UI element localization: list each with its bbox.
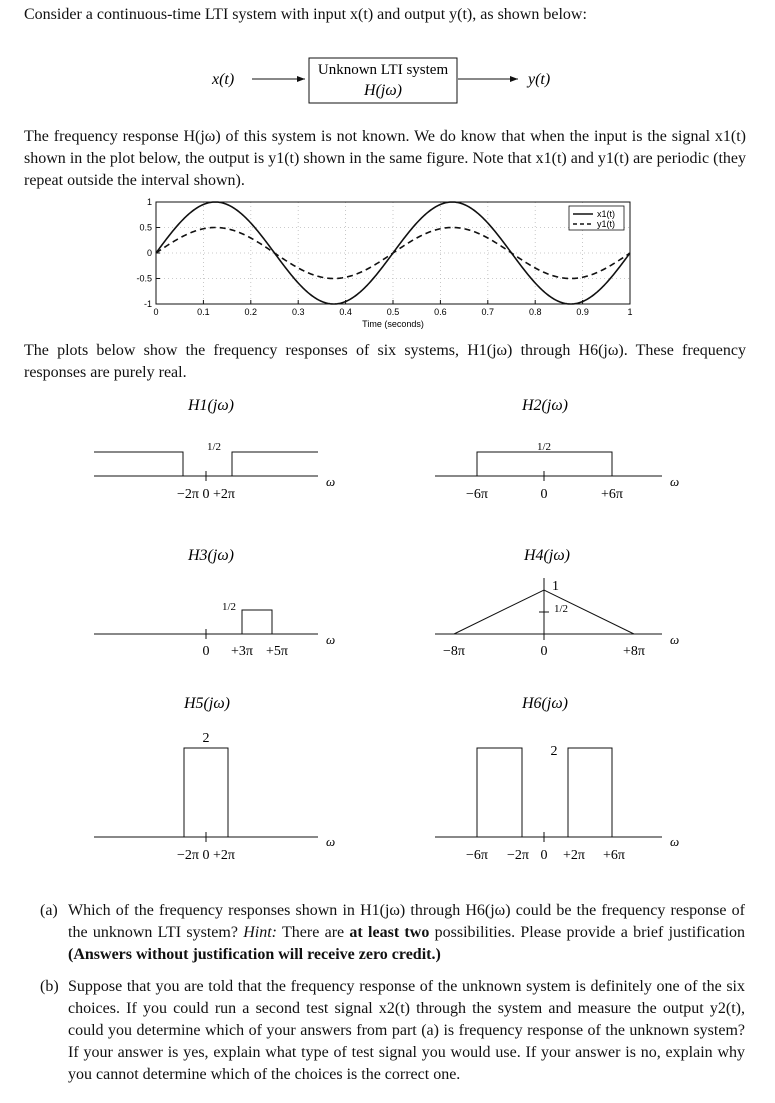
legend-label: x1(t) [597, 209, 615, 219]
h3-tick-3pi: +3π [231, 644, 253, 659]
question-b [40, 976, 745, 1086]
h4-peak: 1 [552, 579, 559, 594]
h6-tick-zero: 0 [540, 848, 548, 863]
h2-plot [435, 397, 679, 502]
h2-tick-zero: 0 [540, 487, 548, 502]
y-tick-label: -1 [143, 299, 152, 309]
signal-plot [120, 194, 640, 334]
h2-omega: ω [670, 474, 680, 489]
h5-title: H5(jω) [184, 695, 230, 712]
problem-description: The frequency response H(jω) of this system is not known. We do know that when the input is the signal x1(t) shown in the plot below, the output is y1(t) shown in the same figure. Note that x1(t) and y1(t) are periodic (they repeat outside the interval shown). [24, 128, 746, 189]
h6-plot [435, 695, 679, 863]
h6-curve-left [477, 748, 522, 837]
question-b-label: (b) [40, 978, 59, 995]
h3-tick-5pi: +5π [266, 644, 288, 659]
question-a [40, 900, 745, 966]
output-arrowhead [510, 76, 518, 82]
h4-tick-left: −8π [443, 644, 465, 659]
question-a-bold1: at least two [349, 924, 430, 941]
question-b-text: Suppose that you are told that the frequency response of the unknown system is definitely one of the six choices. If you could run a second test signal x2(t) through the system and measure the output y2(t), could you determine which of your answers from part (a) is frequency response of the unknown system? If your answer is yes, explain what type of test signal you would use. If your answer is no, explain why you cannot determine which of the choices is the correct one. [68, 978, 745, 1083]
x-tick-label: 0 [153, 307, 159, 317]
output-label: y(t) [528, 71, 551, 88]
h2-title: H2(jω) [522, 397, 568, 414]
h6-tick-m2pi: −2π [507, 848, 529, 863]
frequency-responses-svg [0, 390, 775, 880]
h6-value: 2 [550, 744, 558, 759]
question-a-hint: Hint: [243, 924, 277, 941]
h6-omega: ω [670, 834, 680, 849]
y-tick-label: 0.5 [139, 222, 152, 233]
y-tick-label: 1 [146, 197, 152, 207]
x-axis-label: Time (seconds) [362, 319, 424, 329]
h6-title: H6(jω) [522, 695, 568, 712]
h4-tick-zero: 0 [540, 644, 548, 659]
h3-title: H3(jω) [188, 547, 234, 564]
h3-curve [242, 610, 272, 634]
x-tick-label: 1 [627, 307, 633, 317]
h1-omega: ω [326, 474, 336, 489]
h1-ticks: −2π 0 +2π [177, 487, 235, 502]
frequency-responses [0, 390, 775, 880]
h5-curve [184, 748, 228, 837]
question-a-bold2: (Answers without justification will receive zero credit.) [68, 946, 441, 963]
signal-plot-svg [120, 194, 640, 334]
h6-curve-right [568, 748, 612, 837]
x-tick-label: 0.7 [481, 307, 495, 317]
x-tick-label: 0.2 [244, 307, 258, 317]
h3-plot [94, 547, 335, 659]
h5-value: 2 [202, 731, 210, 746]
h2-tick-left: −6π [466, 487, 488, 502]
input-label: x(t) [212, 71, 235, 88]
x-tick-label: 0.1 [197, 307, 210, 317]
h4-plot [435, 547, 679, 659]
x-tick-label: 0.8 [528, 307, 542, 317]
h2-tick-right: +6π [601, 487, 623, 502]
h5-omega: ω [326, 834, 336, 849]
h5-plot [94, 695, 335, 863]
question-a-body [68, 900, 745, 966]
h4-title: H4(jω) [524, 547, 570, 564]
h3-tick-zero: 0 [202, 644, 210, 659]
h4-tick-right: +8π [623, 644, 645, 659]
h3-omega: ω [326, 632, 336, 647]
x-tick-label: 0.4 [339, 307, 352, 317]
h5-ticks: −2π 0 +2π [177, 848, 235, 863]
system-title: Unknown LTI system [317, 62, 449, 78]
question-a-text1: Which of the frequency responses shown in H1(jω) through H6(jω) could be the frequency response of the unknown LTI system? [68, 902, 745, 941]
h2-value: 1/2 [536, 441, 552, 453]
x-tick-label: 0.5 [386, 307, 400, 317]
x-tick-label: 0.3 [291, 307, 305, 317]
system-transfer: H(jω) [364, 82, 402, 99]
h6-tick-m6pi: −6π [466, 848, 488, 863]
intro-text: Consider a continuous-time LTI system with input x(t) and output y(t), as shown below: [24, 6, 587, 23]
h6-tick-p2pi: +2π [563, 848, 585, 863]
input-arrowhead [297, 76, 305, 82]
h1-plot [94, 397, 335, 502]
block-diagram-svg [0, 52, 775, 112]
block-diagram [0, 52, 775, 112]
h1-value: 1/2 [206, 441, 222, 453]
legend-label: y1(t) [597, 219, 615, 229]
responses-description: The plots below show the frequency responses of six systems, H1(jω) through H6(jω). These frequency responses are purely real. [24, 342, 746, 381]
question-a-text3: possibilities. Please provide a brief justification [429, 924, 746, 941]
h4-value: 1/2 [553, 603, 569, 615]
h4-omega: ω [670, 632, 680, 647]
h1-title: H1(jω) [188, 397, 234, 414]
x-tick-label: 0.6 [434, 307, 447, 317]
h3-value: 1/2 [221, 601, 237, 613]
question-a-text2: There are [277, 924, 350, 941]
y-tick-label: 0 [146, 248, 152, 258]
question-a-label: (a) [40, 902, 58, 919]
y-tick-label: -0.5 [136, 273, 152, 284]
x-tick-label: 0.9 [576, 307, 589, 317]
h6-tick-p6pi: +6π [603, 848, 625, 863]
